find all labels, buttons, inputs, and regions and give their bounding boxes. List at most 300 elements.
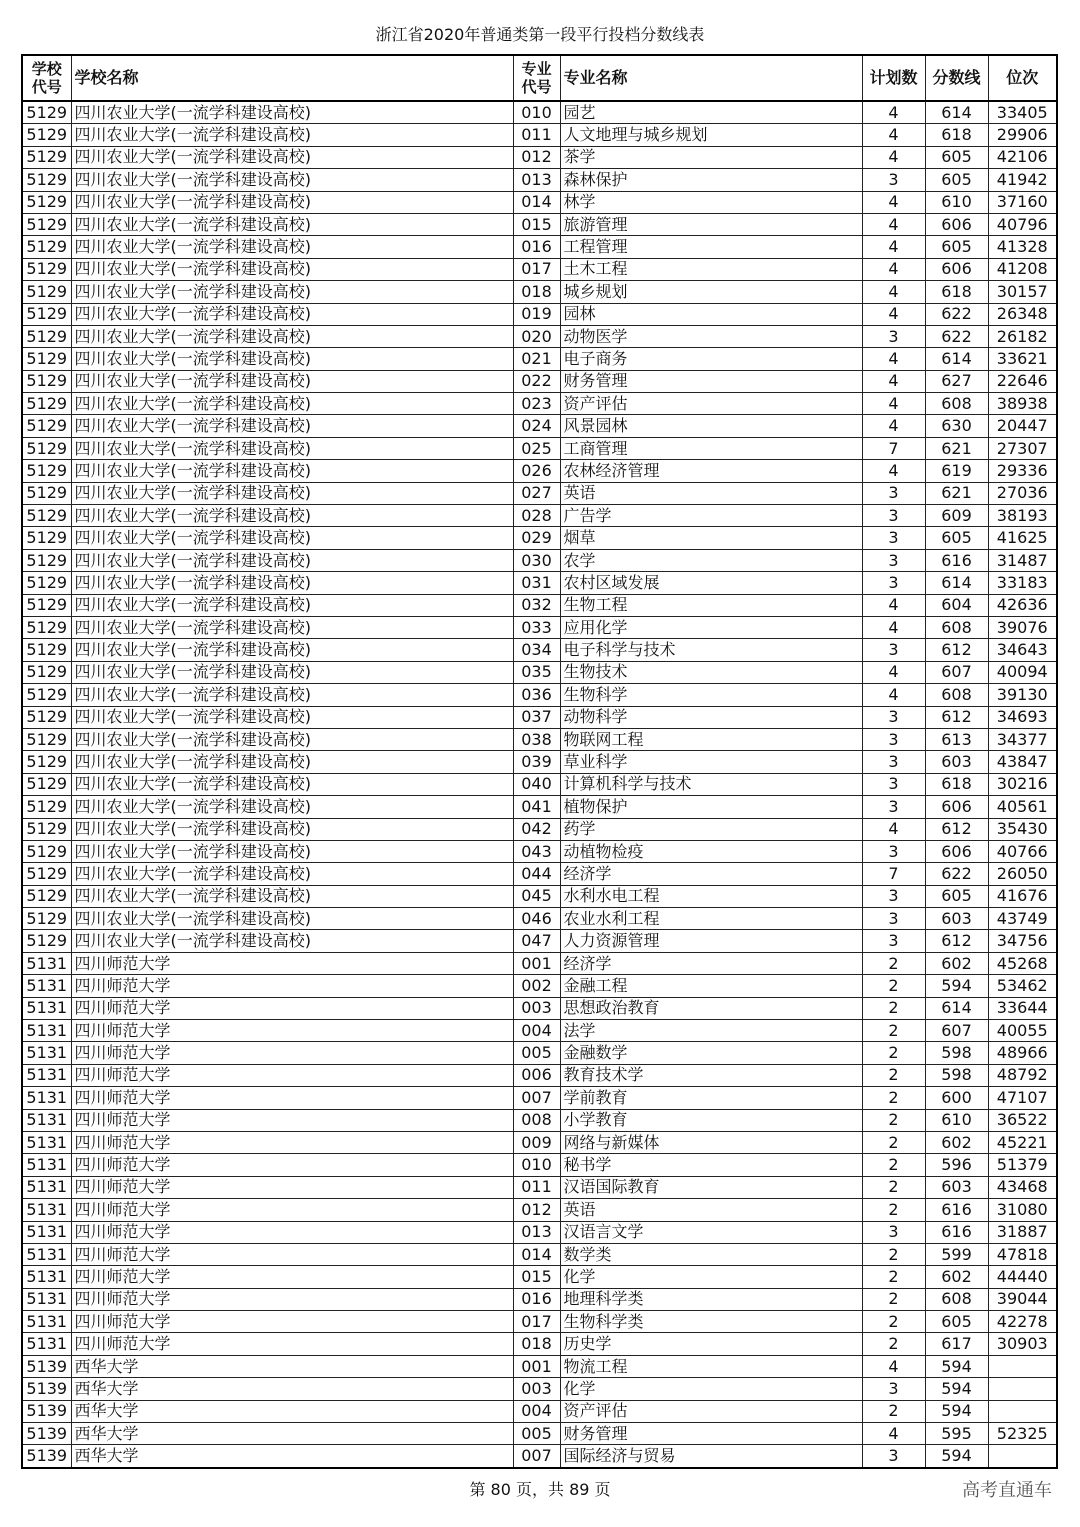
- cell-major-code: 008: [513, 1109, 560, 1131]
- table-row: [22, 773, 1057, 795]
- header-school-code: [22, 55, 71, 101]
- cell-major-code: 003: [513, 1378, 560, 1400]
- cell-school-code: 5129: [22, 728, 71, 750]
- cell-major-name: 农业水利工程: [560, 908, 862, 930]
- cell-rank: 44440: [988, 1266, 1057, 1288]
- cell-major-name: 法学: [560, 1020, 862, 1042]
- cell-rank: 22646: [988, 370, 1057, 392]
- cell-rank: [988, 1378, 1057, 1400]
- cell-major-name: 小学教育: [560, 1109, 862, 1131]
- cell-plan: 2: [862, 1266, 925, 1288]
- cell-school-code: 5131: [22, 1311, 71, 1333]
- cell-rank: 41942: [988, 169, 1057, 191]
- cell-school-code: 5129: [22, 325, 71, 347]
- cell-score: 630: [925, 415, 988, 437]
- cell-school-code: 5129: [22, 840, 71, 862]
- header-school-code-line2: 代号: [31, 78, 62, 96]
- cell-plan: 4: [862, 236, 925, 258]
- cell-plan: 3: [862, 1378, 925, 1400]
- cell-school-name: 四川农业大学(一流学科建设高校): [71, 124, 513, 146]
- cell-rank: 43468: [988, 1176, 1057, 1198]
- cell-plan: 3: [862, 482, 925, 504]
- cell-major-code: 043: [513, 840, 560, 862]
- page-title: 浙江省2020年普通类第一段平行投档分数线表: [375, 25, 705, 44]
- cell-major-name: 计算机科学与技术: [560, 773, 862, 795]
- cell-rank: 29906: [988, 124, 1057, 146]
- cell-school-name: 四川师范大学: [71, 1266, 513, 1288]
- cell-score: 596: [925, 1154, 988, 1176]
- cell-score: 614: [925, 348, 988, 370]
- cell-major-name: 园林: [560, 303, 862, 325]
- cell-major-name: 汉语言文学: [560, 1221, 862, 1243]
- cell-major-name: 森林保护: [560, 169, 862, 191]
- cell-school-name: 四川农业大学(一流学科建设高校): [71, 169, 513, 191]
- cell-score: 606: [925, 258, 988, 280]
- cell-score: 605: [925, 1311, 988, 1333]
- cell-plan: 2: [862, 1109, 925, 1131]
- cell-plan: 2: [862, 1131, 925, 1153]
- header-major-code-line2: 代号: [521, 78, 552, 96]
- cell-rank: 30903: [988, 1333, 1057, 1355]
- table-row: [22, 1378, 1057, 1400]
- cell-school-code: 5129: [22, 616, 71, 638]
- cell-score: 616: [925, 1199, 988, 1221]
- cell-rank: 47818: [988, 1243, 1057, 1265]
- cell-rank: 48966: [988, 1042, 1057, 1064]
- cell-major-code: 044: [513, 863, 560, 885]
- cell-school-code: 5129: [22, 393, 71, 415]
- cell-plan: 2: [862, 1243, 925, 1265]
- cell-major-code: 047: [513, 930, 560, 952]
- cell-school-code: 5129: [22, 236, 71, 258]
- cell-score: 616: [925, 1221, 988, 1243]
- cell-score: 607: [925, 1020, 988, 1042]
- cell-plan: 3: [862, 639, 925, 661]
- cell-major-code: 041: [513, 796, 560, 818]
- cell-rank: 37160: [988, 191, 1057, 213]
- cell-school-name: 四川农业大学(一流学科建设高校): [71, 908, 513, 930]
- cell-major-name: 烟草: [560, 527, 862, 549]
- table-row: [22, 303, 1057, 325]
- cell-score: 603: [925, 751, 988, 773]
- table-row: [22, 370, 1057, 392]
- cell-school-code: 5129: [22, 549, 71, 571]
- header-school-code-line1: 学校: [31, 60, 62, 78]
- table-row: [22, 751, 1057, 773]
- cell-rank: 26050: [988, 863, 1057, 885]
- table-row: [22, 1221, 1057, 1243]
- cell-rank: 45268: [988, 952, 1057, 974]
- cell-score: 608: [925, 1288, 988, 1310]
- cell-school-code: 5129: [22, 930, 71, 952]
- table-row: [22, 236, 1057, 258]
- cell-rank: 39130: [988, 684, 1057, 706]
- table-row: [22, 616, 1057, 638]
- cell-major-name: 旅游管理: [560, 213, 862, 235]
- cell-major-name: 生物技术: [560, 661, 862, 683]
- cell-major-code: 031: [513, 572, 560, 594]
- cell-major-name: 工商管理: [560, 437, 862, 459]
- score-table: [21, 54, 1058, 1469]
- table-row: [22, 393, 1057, 415]
- cell-plan: 2: [862, 1154, 925, 1176]
- cell-score: 605: [925, 236, 988, 258]
- cell-plan: 4: [862, 460, 925, 482]
- table-row: [22, 1423, 1057, 1445]
- cell-rank: [988, 1445, 1057, 1468]
- cell-major-code: 037: [513, 706, 560, 728]
- cell-major-code: 017: [513, 258, 560, 280]
- cell-major-code: 020: [513, 325, 560, 347]
- cell-plan: 3: [862, 773, 925, 795]
- cell-major-code: 001: [513, 1355, 560, 1377]
- cell-school-name: 西华大学: [71, 1423, 513, 1445]
- cell-school-code: 5131: [22, 1087, 71, 1109]
- cell-rank: 43749: [988, 908, 1057, 930]
- table-row: [22, 572, 1057, 594]
- cell-school-name: 四川农业大学(一流学科建设高校): [71, 572, 513, 594]
- table-row: [22, 1199, 1057, 1221]
- cell-rank: 42636: [988, 594, 1057, 616]
- cell-rank: 39044: [988, 1288, 1057, 1310]
- cell-school-name: 四川师范大学: [71, 997, 513, 1019]
- cell-plan: 2: [862, 1020, 925, 1042]
- cell-major-code: 011: [513, 1176, 560, 1198]
- cell-school-name: 四川农业大学(一流学科建设高校): [71, 796, 513, 818]
- cell-school-code: 5131: [22, 1131, 71, 1153]
- cell-major-code: 010: [513, 1154, 560, 1176]
- cell-rank: 34693: [988, 706, 1057, 728]
- table-body: [22, 101, 1057, 1468]
- table-row: [22, 101, 1057, 124]
- cell-major-code: 045: [513, 885, 560, 907]
- cell-major-name: 药学: [560, 818, 862, 840]
- cell-rank: 30216: [988, 773, 1057, 795]
- cell-plan: 4: [862, 1423, 925, 1445]
- cell-rank: 41328: [988, 236, 1057, 258]
- cell-school-name: 四川农业大学(一流学科建设高校): [71, 639, 513, 661]
- cell-school-code: 5139: [22, 1378, 71, 1400]
- cell-score: 603: [925, 908, 988, 930]
- cell-major-code: 016: [513, 236, 560, 258]
- cell-school-code: 5129: [22, 527, 71, 549]
- cell-school-code: 5131: [22, 1333, 71, 1355]
- cell-score: 607: [925, 661, 988, 683]
- cell-major-name: 植物保护: [560, 796, 862, 818]
- cell-plan: 4: [862, 303, 925, 325]
- cell-rank: 41625: [988, 527, 1057, 549]
- cell-school-code: 5129: [22, 146, 71, 168]
- cell-school-code: 5131: [22, 952, 71, 974]
- cell-plan: 4: [862, 393, 925, 415]
- cell-major-name: 林学: [560, 191, 862, 213]
- cell-major-code: 012: [513, 1199, 560, 1221]
- cell-plan: 3: [862, 728, 925, 750]
- cell-major-name: 土木工程: [560, 258, 862, 280]
- cell-major-name: 化学: [560, 1378, 862, 1400]
- cell-school-name: 四川农业大学(一流学科建设高校): [71, 863, 513, 885]
- cell-major-code: 023: [513, 393, 560, 415]
- cell-school-name: 四川农业大学(一流学科建设高校): [71, 348, 513, 370]
- table-row: [22, 818, 1057, 840]
- cell-school-code: 5139: [22, 1423, 71, 1445]
- cell-major-name: 农学: [560, 549, 862, 571]
- cell-school-code: 5129: [22, 639, 71, 661]
- cell-major-name: 资产评估: [560, 393, 862, 415]
- cell-major-name: 生物科学: [560, 684, 862, 706]
- cell-plan: 3: [862, 1221, 925, 1243]
- cell-major-code: 030: [513, 549, 560, 571]
- cell-major-name: 英语: [560, 482, 862, 504]
- cell-school-name: 四川农业大学(一流学科建设高校): [71, 773, 513, 795]
- cell-major-name: 物流工程: [560, 1355, 862, 1377]
- cell-plan: 4: [862, 191, 925, 213]
- cell-major-name: 人力资源管理: [560, 930, 862, 952]
- cell-major-code: 029: [513, 527, 560, 549]
- cell-major-name: 动物医学: [560, 325, 862, 347]
- cell-school-name: 四川师范大学: [71, 1020, 513, 1042]
- cell-score: 602: [925, 1266, 988, 1288]
- cell-plan: 4: [862, 258, 925, 280]
- table-row: [22, 281, 1057, 303]
- cell-major-name: 英语: [560, 1199, 862, 1221]
- cell-score: 602: [925, 952, 988, 974]
- table-row: [22, 930, 1057, 952]
- cell-major-name: 城乡规划: [560, 281, 862, 303]
- cell-rank: 51379: [988, 1154, 1057, 1176]
- cell-plan: 2: [862, 1087, 925, 1109]
- cell-major-code: 016: [513, 1288, 560, 1310]
- cell-school-code: 5129: [22, 303, 71, 325]
- cell-rank: 29336: [988, 460, 1057, 482]
- cell-major-code: 015: [513, 213, 560, 235]
- table-row: [22, 1333, 1057, 1355]
- cell-school-code: 5131: [22, 975, 71, 997]
- cell-school-name: 四川师范大学: [71, 1109, 513, 1131]
- cell-major-name: 学前教育: [560, 1087, 862, 1109]
- table-row: [22, 1266, 1057, 1288]
- table-row: [22, 661, 1057, 683]
- cell-school-code: 5131: [22, 1199, 71, 1221]
- cell-plan: 2: [862, 1199, 925, 1221]
- table-row: [22, 437, 1057, 459]
- table-row: [22, 415, 1057, 437]
- cell-school-code: 5131: [22, 1109, 71, 1131]
- table-row: [22, 146, 1057, 168]
- cell-major-code: 032: [513, 594, 560, 616]
- table-row: [22, 1311, 1057, 1333]
- cell-plan: 3: [862, 885, 925, 907]
- cell-score: 608: [925, 616, 988, 638]
- cell-school-code: 5129: [22, 124, 71, 146]
- table-row: [22, 1020, 1057, 1042]
- cell-rank: 35430: [988, 818, 1057, 840]
- cell-plan: 2: [862, 1400, 925, 1422]
- cell-score: 610: [925, 1109, 988, 1131]
- cell-score: 618: [925, 124, 988, 146]
- cell-rank: [988, 1400, 1057, 1422]
- cell-rank: 39076: [988, 616, 1057, 638]
- cell-school-name: 四川农业大学(一流学科建设高校): [71, 616, 513, 638]
- cell-major-name: 秘书学: [560, 1154, 862, 1176]
- cell-school-code: 5131: [22, 1176, 71, 1198]
- cell-school-code: 5129: [22, 101, 71, 124]
- header-plan: 计划数: [862, 55, 925, 101]
- cell-school-code: 5129: [22, 482, 71, 504]
- cell-major-code: 012: [513, 146, 560, 168]
- cell-school-code: 5129: [22, 370, 71, 392]
- table-row: [22, 1355, 1057, 1377]
- cell-school-name: 四川农业大学(一流学科建设高校): [71, 482, 513, 504]
- table-row: [22, 706, 1057, 728]
- page-footer: 第 80 页，共 89 页: [469, 1480, 611, 1499]
- cell-plan: 2: [862, 1064, 925, 1086]
- cell-school-code: 5129: [22, 818, 71, 840]
- cell-school-name: 四川农业大学(一流学科建设高校): [71, 146, 513, 168]
- cell-plan: 2: [862, 997, 925, 1019]
- cell-school-code: 5129: [22, 415, 71, 437]
- cell-major-code: 027: [513, 482, 560, 504]
- cell-rank: 20447: [988, 415, 1057, 437]
- cell-school-code: 5131: [22, 1243, 71, 1265]
- cell-major-name: 物联网工程: [560, 728, 862, 750]
- table-row: [22, 796, 1057, 818]
- cell-school-name: 四川农业大学(一流学科建设高校): [71, 527, 513, 549]
- cell-plan: 4: [862, 415, 925, 437]
- cell-school-code: 5129: [22, 751, 71, 773]
- cell-major-code: 018: [513, 1333, 560, 1355]
- table-row: [22, 997, 1057, 1019]
- table-row: [22, 684, 1057, 706]
- cell-rank: 40094: [988, 661, 1057, 683]
- cell-rank: 27036: [988, 482, 1057, 504]
- cell-school-name: 四川农业大学(一流学科建设高校): [71, 751, 513, 773]
- cell-major-name: 国际经济与贸易: [560, 1445, 862, 1468]
- table-row: [22, 952, 1057, 974]
- cell-major-code: 036: [513, 684, 560, 706]
- cell-plan: 4: [862, 684, 925, 706]
- cell-major-name: 工程管理: [560, 236, 862, 258]
- cell-major-code: 034: [513, 639, 560, 661]
- cell-major-name: 教育技术学: [560, 1064, 862, 1086]
- cell-score: 598: [925, 1042, 988, 1064]
- cell-major-name: 经济学: [560, 863, 862, 885]
- header-major-code: [513, 55, 560, 101]
- cell-school-code: 5131: [22, 1288, 71, 1310]
- cell-school-code: 5139: [22, 1445, 71, 1468]
- table-row: [22, 191, 1057, 213]
- cell-school-code: 5129: [22, 661, 71, 683]
- cell-plan: 4: [862, 101, 925, 124]
- cell-score: 614: [925, 101, 988, 124]
- table-row: [22, 460, 1057, 482]
- table-row: [22, 728, 1057, 750]
- cell-school-name: 四川师范大学: [71, 1087, 513, 1109]
- cell-major-name: 思想政治教育: [560, 997, 862, 1019]
- cell-score: 606: [925, 213, 988, 235]
- table-row: [22, 348, 1057, 370]
- cell-plan: 2: [862, 1176, 925, 1198]
- cell-school-name: 四川农业大学(一流学科建设高校): [71, 885, 513, 907]
- cell-school-code: 5129: [22, 773, 71, 795]
- cell-rank: 31887: [988, 1221, 1057, 1243]
- cell-rank: 31080: [988, 1199, 1057, 1221]
- cell-major-name: 水利水电工程: [560, 885, 862, 907]
- cell-plan: 2: [862, 975, 925, 997]
- cell-school-name: 四川师范大学: [71, 1131, 513, 1153]
- table-row: [22, 1243, 1057, 1265]
- cell-school-name: 四川师范大学: [71, 952, 513, 974]
- cell-school-code: 5131: [22, 1042, 71, 1064]
- cell-rank: 40055: [988, 1020, 1057, 1042]
- table-row: [22, 1154, 1057, 1176]
- cell-major-code: 018: [513, 281, 560, 303]
- cell-school-name: 四川农业大学(一流学科建设高校): [71, 684, 513, 706]
- cell-rank: 47107: [988, 1087, 1057, 1109]
- cell-school-name: 四川农业大学(一流学科建设高校): [71, 325, 513, 347]
- cell-major-code: 007: [513, 1445, 560, 1468]
- cell-school-name: 四川农业大学(一流学科建设高校): [71, 415, 513, 437]
- cell-plan: 3: [862, 572, 925, 594]
- cell-school-name: 西华大学: [71, 1445, 513, 1468]
- cell-major-name: 网络与新媒体: [560, 1131, 862, 1153]
- cell-school-code: 5129: [22, 706, 71, 728]
- cell-major-code: 013: [513, 1221, 560, 1243]
- cell-school-name: 四川农业大学(一流学科建设高校): [71, 258, 513, 280]
- table-row: [22, 1109, 1057, 1131]
- cell-school-name: 四川农业大学(一流学科建设高校): [71, 706, 513, 728]
- cell-plan: 2: [862, 952, 925, 974]
- cell-rank: 40796: [988, 213, 1057, 235]
- header-score: 分数线: [925, 55, 988, 101]
- cell-school-name: 四川农业大学(一流学科建设高校): [71, 281, 513, 303]
- cell-school-name: 四川师范大学: [71, 975, 513, 997]
- cell-major-name: 动物科学: [560, 706, 862, 728]
- cell-major-code: 004: [513, 1020, 560, 1042]
- cell-plan: 4: [862, 281, 925, 303]
- cell-major-code: 046: [513, 908, 560, 930]
- cell-rank: 34643: [988, 639, 1057, 661]
- cell-major-code: 003: [513, 997, 560, 1019]
- cell-school-name: 四川农业大学(一流学科建设高校): [71, 549, 513, 571]
- cell-rank: [988, 1355, 1057, 1377]
- cell-school-code: 5131: [22, 1221, 71, 1243]
- cell-rank: 38193: [988, 505, 1057, 527]
- cell-major-name: 生物科学类: [560, 1311, 862, 1333]
- header-rank: 位次: [988, 55, 1057, 101]
- cell-school-name: 四川农业大学(一流学科建设高校): [71, 818, 513, 840]
- table-row: [22, 885, 1057, 907]
- cell-plan: 3: [862, 325, 925, 347]
- cell-score: 612: [925, 639, 988, 661]
- cell-school-code: 5131: [22, 1266, 71, 1288]
- table-row: [22, 124, 1057, 146]
- watermark-text: 高考直通车: [962, 1480, 1052, 1501]
- cell-rank: 52325: [988, 1423, 1057, 1445]
- cell-major-code: 005: [513, 1423, 560, 1445]
- cell-major-code: 010: [513, 101, 560, 124]
- table-row: [22, 325, 1057, 347]
- cell-major-code: 002: [513, 975, 560, 997]
- cell-school-code: 5129: [22, 169, 71, 191]
- cell-major-code: 028: [513, 505, 560, 527]
- cell-major-name: 资产评估: [560, 1400, 862, 1422]
- cell-school-code: 5129: [22, 684, 71, 706]
- table-row: [22, 213, 1057, 235]
- cell-school-name: 西华大学: [71, 1400, 513, 1422]
- cell-score: 602: [925, 1131, 988, 1153]
- cell-major-name: 地理科学类: [560, 1288, 862, 1310]
